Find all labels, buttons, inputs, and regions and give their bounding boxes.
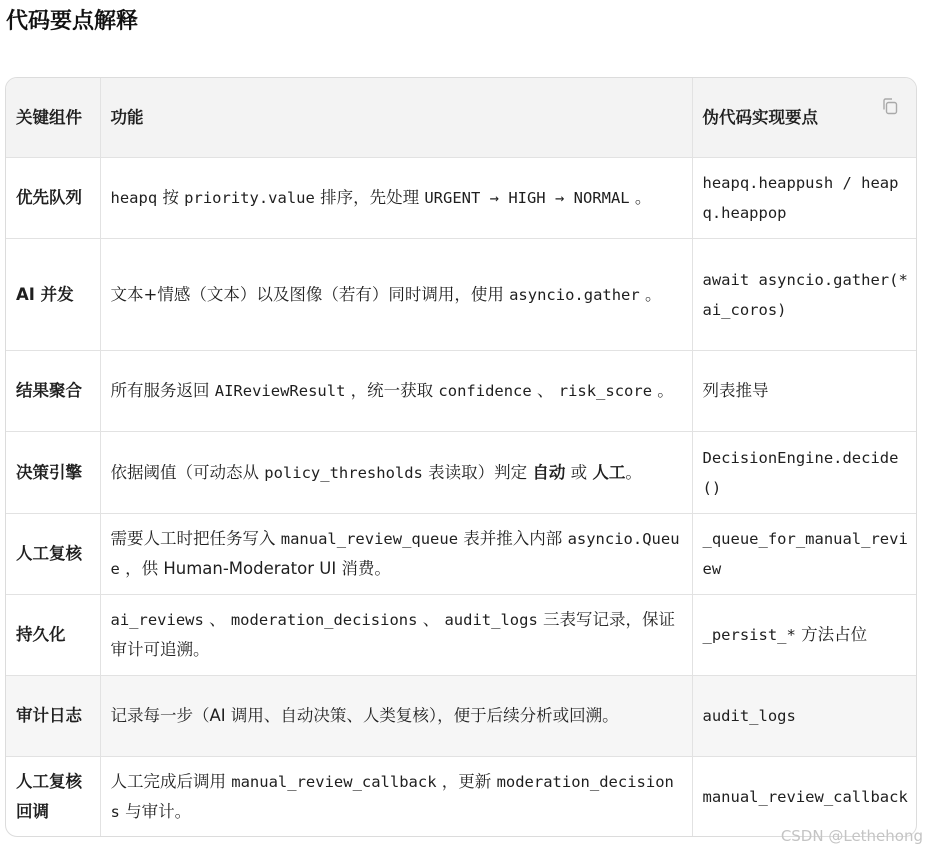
inline-code: manual_review_queue	[280, 530, 459, 548]
cell-function	[100, 239, 692, 351]
cell-function	[100, 676, 692, 757]
text-segment: 。	[629, 188, 652, 207]
cell-component: 持久化	[6, 595, 100, 676]
header-implementation-label: 伪代码实现要点	[702, 107, 818, 127]
cell-implementation	[692, 432, 917, 514]
text-segment: 人工完成后调用	[110, 772, 232, 792]
table-row	[6, 158, 917, 239]
text-segment: 自动	[532, 462, 566, 482]
text-segment: ，供 Human-Moderator UI 消费。	[119, 559, 391, 578]
inline-code: audit_logs	[702, 707, 796, 725]
inline-code: asyncio.Queue	[110, 530, 680, 578]
header-component: 关键组件	[6, 78, 100, 158]
cell-component: 审计日志	[6, 676, 100, 757]
table-row	[6, 514, 917, 595]
text-segment: 与审计。	[119, 802, 192, 822]
text-segment: ，统一获取	[345, 381, 439, 400]
copy-icon[interactable]	[880, 96, 900, 116]
text-segment: 依据阈值（可动态从	[110, 462, 265, 482]
inline-code: manual_review_callback	[231, 773, 437, 792]
text-segment: 表读取）判定	[422, 462, 533, 482]
text-segment: 。	[625, 462, 642, 482]
cell-implementation	[692, 676, 917, 757]
text-segment: 排序，先处理	[314, 188, 425, 207]
text-segment: 。	[652, 381, 674, 400]
inline-code: ai_reviews	[110, 611, 204, 629]
inline-code: manual_review_callback	[702, 788, 908, 807]
table-row	[6, 239, 917, 351]
cell-implementation	[692, 158, 917, 239]
text-segment: 、	[531, 381, 559, 400]
header-function: 功能	[100, 78, 692, 158]
cell-function	[100, 432, 692, 514]
inline-code: policy_thresholds	[264, 463, 423, 482]
table-row	[6, 432, 917, 514]
inline-code: URGENT → HIGH → NORMAL	[424, 189, 630, 207]
page-title: 代码要点解释	[6, 9, 139, 34]
text-segment: 或	[565, 462, 593, 482]
table-row	[6, 351, 917, 432]
text-segment: 人工	[592, 462, 626, 482]
cell-component: 优先队列	[6, 158, 100, 239]
text-segment: 、	[203, 610, 231, 629]
cell-component: AI 并发	[6, 239, 100, 351]
cell-implementation	[692, 351, 917, 432]
header-implementation	[692, 78, 917, 158]
text-segment: 。	[639, 284, 662, 304]
table-row	[6, 595, 917, 676]
table-header-row	[6, 78, 917, 158]
inline-code: audit_logs	[444, 611, 538, 629]
text-segment: 表并推入内部	[458, 529, 568, 548]
cell-implementation	[692, 239, 917, 351]
text-segment: 列表推导	[702, 381, 769, 400]
inline-code: asyncio.gather	[509, 285, 640, 304]
inline-code: heapq	[110, 189, 158, 207]
text-segment: 需要人工时把任务写入	[110, 529, 281, 548]
text-segment: ，更新	[436, 772, 497, 792]
table-row	[6, 757, 917, 838]
cell-component: 结果聚合	[6, 351, 100, 432]
inline-code: AIReviewResult	[214, 382, 346, 400]
code-points-table	[5, 77, 917, 837]
cell-component: 决策引擎	[6, 432, 100, 514]
cell-component: 人工复核	[6, 514, 100, 595]
cell-component: 人工复核回调	[6, 757, 100, 838]
inline-code: priority.value	[184, 189, 315, 207]
watermark: CSDN @Lethehong	[780, 827, 923, 845]
text-segment: 所有服务返回	[110, 381, 215, 400]
text-segment: 记录每一步（AI 调用、自动决策、人类复核），便于后续分析或回溯。	[110, 706, 619, 725]
text-segment: 三表写记录，保证审计可追溯。	[110, 610, 676, 659]
inline-code: _persist_*	[702, 626, 796, 644]
cell-function	[100, 351, 692, 432]
inline-code: moderation_decisions	[110, 773, 674, 822]
inline-code: confidence	[438, 382, 532, 400]
cell-function	[100, 757, 692, 838]
cell-function	[100, 158, 692, 239]
cell-implementation	[692, 757, 917, 838]
text-segment: 文本+情感（文本）以及图像（若有）同时调用，使用	[110, 284, 510, 304]
inline-code: moderation_decisions	[230, 611, 418, 629]
cell-implementation	[692, 595, 917, 676]
inline-code: _queue_for_manual_review	[702, 530, 908, 578]
inline-code: await asyncio.gather(*ai_coros)	[702, 270, 908, 319]
text-segment: 按	[157, 188, 185, 207]
inline-code: DecisionEngine.decide()	[702, 448, 899, 497]
text-segment: 、	[417, 610, 445, 629]
cell-function	[100, 595, 692, 676]
table-body	[6, 158, 917, 838]
inline-code: risk_score	[558, 382, 653, 400]
cell-function	[100, 514, 692, 595]
text-segment: 方法占位	[795, 625, 868, 644]
table-row	[6, 676, 917, 757]
inline-code: heapq.heappush / heapq.heappop	[702, 174, 899, 222]
cell-implementation	[692, 514, 917, 595]
